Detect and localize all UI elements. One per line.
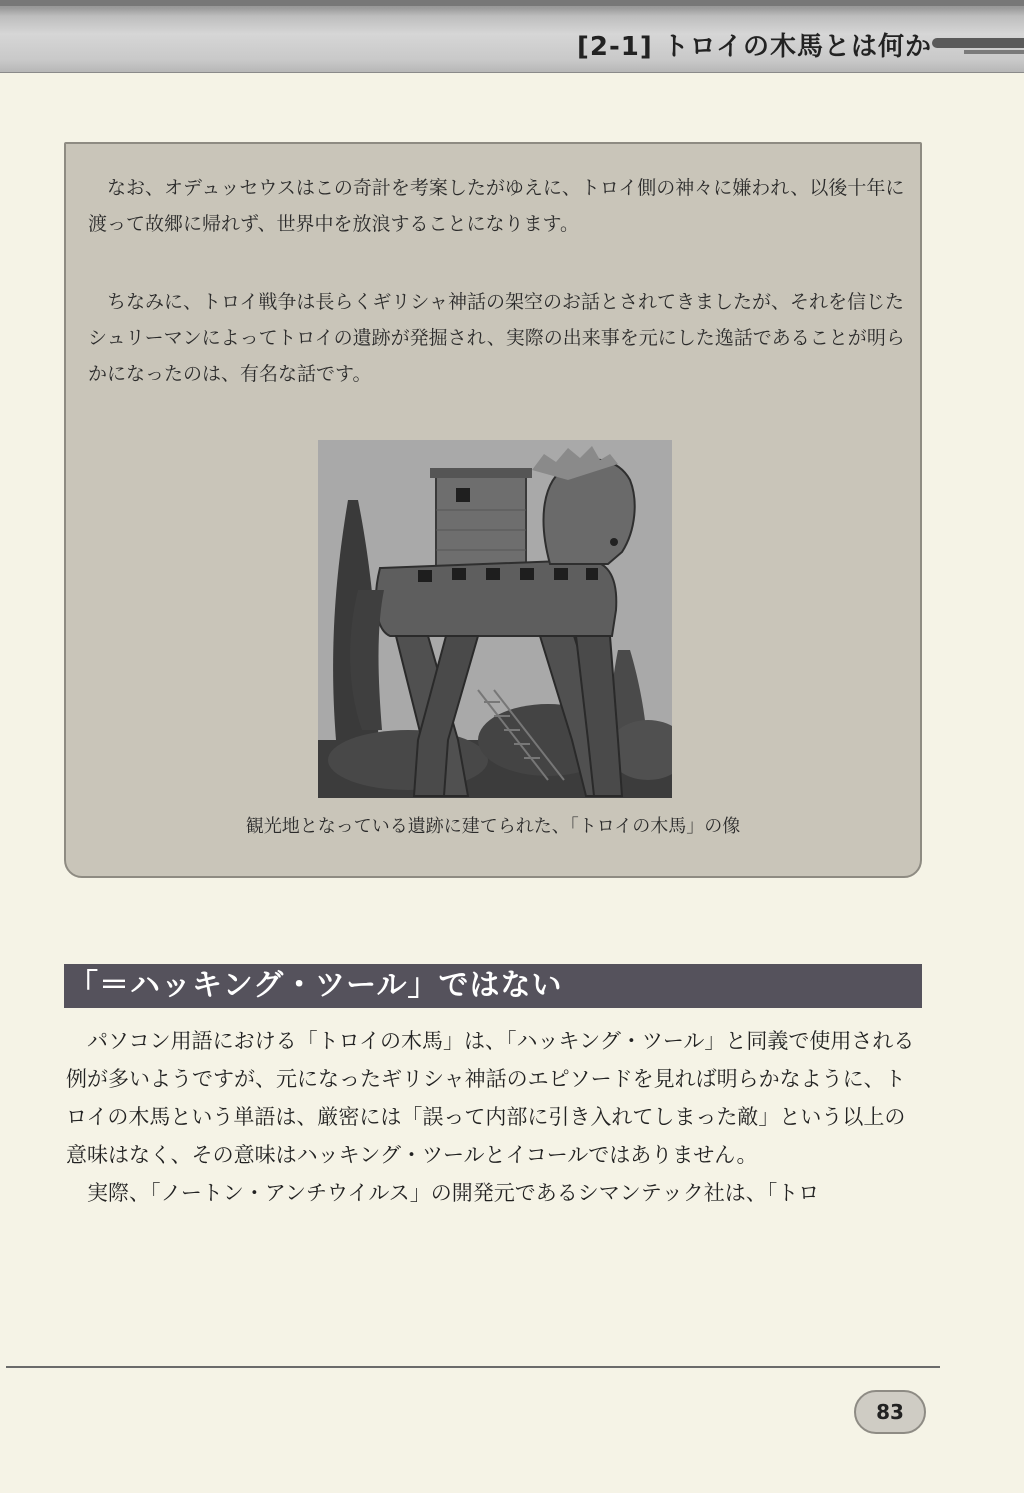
body-paragraph-2: 実際、「ノートン・アンチウイルス」の開発元であるシマンテック社は、「トロ [87, 1181, 820, 1205]
header-top-line [0, 0, 1024, 6]
trojan-horse-photo [318, 440, 672, 798]
footer-rule [6, 1366, 940, 1368]
note-paragraph-1: なお、オデュッセウスはこの奇計を考案したがゆえに、トロイ側の神々に嫌われ、以後十年に渡って故郷に帰れず、世界中を放浪することになります。 [88, 177, 905, 235]
body-paragraph-1: パソコン用語における「トロイの木馬」は、「ハッキング・ツール」と同義で使用される例が多いようですが、元になったギリシャ神話のエピソードを見れば明らかなように、トロイの木馬という単語は、厳密には「誤って内部に引き入れてしまった敵」という以上の意味はなく、その意味はハッキング・ツールとイコールではありません。 [66, 1029, 915, 1167]
note-box [64, 142, 922, 878]
page-header [0, 0, 1024, 73]
photo-caption: 観光地となっている遺跡に建てられた、「トロイの木馬」の像 [245, 816, 741, 837]
page-number: 83 [854, 1390, 926, 1434]
chapter-title: [2-1] トロイの木馬とは何か [576, 32, 932, 62]
trojan-horse-illustration [318, 440, 672, 798]
section-heading: 「＝ハッキング・ツール」ではない [64, 964, 922, 1008]
note-paragraph-2: ちなみに、トロイ戦争は長らくギリシャ神話の架空のお話とされてきましたが、それを信じたシュリーマンによってトロイの遺跡が発掘され、実際の出来事を元にした逸話であることが明らかになったのは、有名な話です。 [88, 291, 905, 385]
header-decoration-line [964, 50, 1024, 54]
header-decoration [932, 38, 1024, 48]
body-text [66, 1022, 924, 1212]
